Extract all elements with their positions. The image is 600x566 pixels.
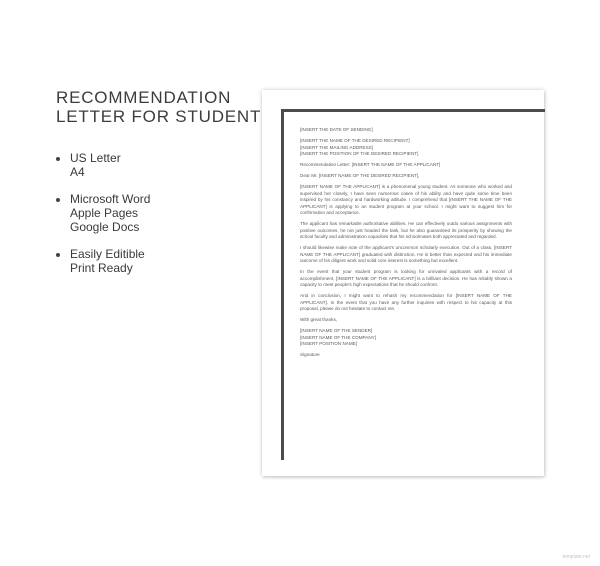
- letter-salutation: Dear Mr. [INSERT NAME OF THE DESIRED RECIPIENT],: [300, 173, 420, 178]
- letter-paragraph: And in conclusion, I might want to rehash my recommendation for [INSERT NAME OF THE APPLICANT]. In the event that you have any further inquiries with respect to his capacity at this proposal, please do not hesitate to contact me.: [300, 293, 512, 311]
- watermark: template.net: [562, 554, 590, 560]
- usage-group: [56, 247, 150, 275]
- template-title: [56, 88, 261, 126]
- letter-paragraph: I should likewise make note of the applicant's uncommon scholarly execution. Out of a class, [INSERT NAME OF THE APPLICANT] graduated with distinction. He is better than expected and his immediate outcome of his diligent work and solid core interest is something but excellent.: [300, 245, 512, 263]
- letter-closing: With great thanks,: [300, 317, 338, 322]
- feature-list: [56, 151, 150, 288]
- letter-paragraph: The applicant has remarkable authoritative abilities. He can effectively outdo various assignments with positive outcomes, he not just headed the task, but he also guaranteed its prosperity by showing the school faculty and administration capacities that his schoolmates both appreciated and regarded.: [300, 221, 512, 239]
- letter-paragraph: [INSERT NAME OF THE APPLICANT] is a phenomenal young student. As someone who worked and supervised her closely, I have seen numerous cases of his ability and have quite some time been inspired by his constancy and hardworking attitude. I comprehend that [INSERT THE NAME OF THE APPLICANT] is applying to an student program at your school. I might want to suggest him for confirmation and acceptance.: [300, 184, 512, 215]
- usage-print-ready: Print Ready: [70, 261, 133, 275]
- software-group: [56, 192, 150, 234]
- document-top-bar: [281, 109, 545, 112]
- title-line-2: LETTER FOR STUDENT: [56, 107, 262, 126]
- software-word: Microsoft Word: [70, 192, 151, 206]
- letter-paragraph: In the event that your student program is looking for unrivaled applicants with a record of accomplishment, [INSERT NAME OF THE APPLICANT] is a brilliant decision. He has reliably shown a capacity to meet people's high expectations that he should confront.: [300, 269, 512, 287]
- software-pages: Apple Pages: [70, 206, 139, 220]
- letter-signature: Signature: [300, 352, 320, 357]
- letter-recipient-block: [INSERT THE NAME OF THE DESIRED RECIPIENT] [INSERT THE MAILING ADDRESS] [INSERT THE POSITION OF THE DESIRED RECIPIENT]: [300, 138, 419, 156]
- title-line-1: RECOMMENDATION: [56, 88, 232, 107]
- letter-sender-block: [INSERT NAME OF THE SENDER] [INSERT NAME OF THE COMPANY] [INSERT POSITION NAME]: [300, 328, 376, 346]
- usage-editable: Easily Editible: [70, 247, 145, 261]
- bullet-icon: [56, 198, 60, 202]
- format-us-letter: US Letter: [70, 151, 121, 165]
- letter-body: [300, 127, 512, 363]
- bullet-icon: [56, 157, 60, 161]
- software-google-docs: Google Docs: [70, 220, 140, 234]
- document-left-bar: [281, 109, 284, 460]
- letter-subject: Recommendation Letter: [INSERT THE NAME OF THE APPLICANT]: [300, 162, 441, 167]
- bullet-icon: [56, 253, 60, 257]
- format-group: [56, 151, 150, 179]
- letter-date: [INSERT THE DATE OF SENDING]: [300, 127, 373, 132]
- format-a4: A4: [70, 165, 85, 179]
